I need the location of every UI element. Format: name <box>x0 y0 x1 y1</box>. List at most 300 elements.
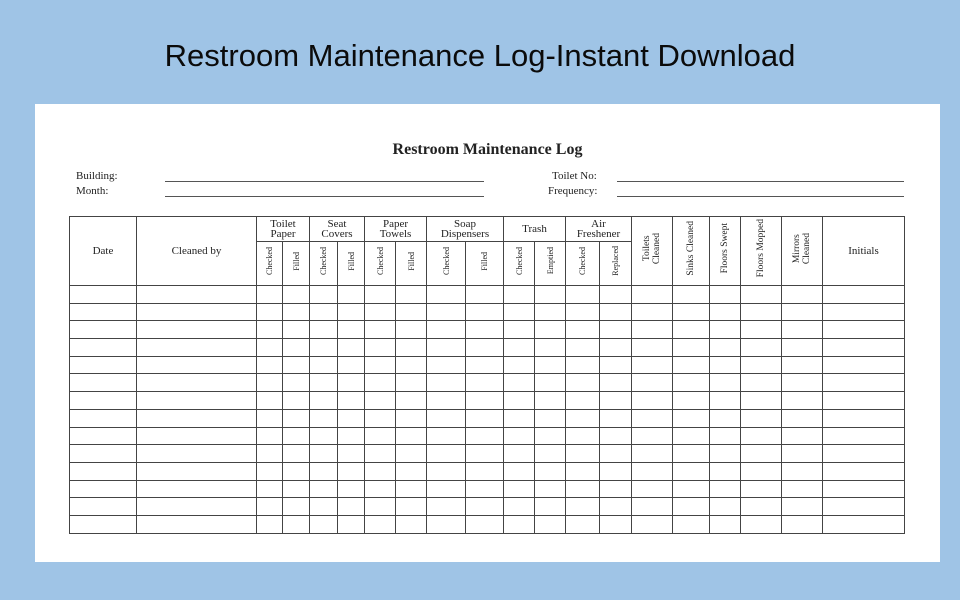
log-cell[interactable] <box>504 498 535 516</box>
log-cell[interactable] <box>257 498 283 516</box>
log-cell[interactable] <box>782 374 823 392</box>
building-label: Building: <box>76 170 118 182</box>
log-cell[interactable] <box>632 480 673 498</box>
log-cell[interactable] <box>338 356 365 374</box>
log-cell[interactable] <box>310 303 338 321</box>
log-cell[interactable] <box>710 286 741 304</box>
log-cell[interactable] <box>673 321 710 339</box>
log-cell[interactable] <box>535 445 566 463</box>
log-cell[interactable] <box>504 339 535 357</box>
log-cell[interactable] <box>257 392 283 410</box>
log-cell[interactable] <box>823 356 905 374</box>
log-cell[interactable] <box>427 392 466 410</box>
log-cell[interactable] <box>466 462 504 480</box>
log-cell[interactable] <box>535 427 566 445</box>
log-cell[interactable] <box>673 339 710 357</box>
log-cell[interactable] <box>70 445 137 463</box>
log-cell[interactable] <box>673 498 710 516</box>
log-cell[interactable] <box>338 339 365 357</box>
log-cell[interactable] <box>338 462 365 480</box>
log-cell[interactable] <box>566 356 600 374</box>
log-cell[interactable] <box>257 321 283 339</box>
log-cell[interactable] <box>823 321 905 339</box>
log-cell[interactable] <box>535 374 566 392</box>
log-cell[interactable] <box>310 515 338 533</box>
log-cell[interactable] <box>632 286 673 304</box>
log-cell[interactable] <box>782 286 823 304</box>
log-cell[interactable] <box>137 480 257 498</box>
log-cell[interactable] <box>741 427 782 445</box>
log-cell[interactable] <box>466 321 504 339</box>
log-cell[interactable] <box>283 427 310 445</box>
log-cell[interactable] <box>365 462 396 480</box>
log-cell[interactable] <box>710 356 741 374</box>
log-cell[interactable] <box>504 427 535 445</box>
group-header: Trash <box>504 217 566 242</box>
log-cell[interactable] <box>338 480 365 498</box>
log-cell[interactable] <box>710 498 741 516</box>
log-cell[interactable] <box>137 339 257 357</box>
log-cell[interactable] <box>600 392 632 410</box>
log-cell[interactable] <box>823 445 905 463</box>
log-cell[interactable] <box>673 427 710 445</box>
log-cell[interactable] <box>338 286 365 304</box>
log-cell[interactable] <box>600 445 632 463</box>
log-cell[interactable] <box>310 427 338 445</box>
log-cell[interactable] <box>504 392 535 410</box>
building-line[interactable] <box>165 181 484 182</box>
subcolumn-header <box>283 242 310 286</box>
log-cell[interactable] <box>466 445 504 463</box>
log-cell[interactable] <box>365 303 396 321</box>
log-cell[interactable] <box>673 515 710 533</box>
log-cell[interactable] <box>365 427 396 445</box>
log-cell[interactable] <box>310 286 338 304</box>
log-cell[interactable] <box>741 321 782 339</box>
log-cell[interactable] <box>823 480 905 498</box>
log-cell[interactable] <box>137 498 257 516</box>
log-cell[interactable] <box>310 339 338 357</box>
log-cell[interactable] <box>504 515 535 533</box>
log-cell[interactable] <box>427 515 466 533</box>
log-cell[interactable] <box>632 339 673 357</box>
log-cell[interactable] <box>70 339 137 357</box>
subcolumn-header <box>338 242 365 286</box>
log-cell[interactable] <box>137 445 257 463</box>
log-cell[interactable] <box>535 409 566 427</box>
log-cell[interactable] <box>70 498 137 516</box>
log-cell[interactable] <box>600 321 632 339</box>
log-cell[interactable] <box>257 480 283 498</box>
log-cell[interactable] <box>257 515 283 533</box>
log-cell[interactable] <box>782 303 823 321</box>
log-cell[interactable] <box>257 409 283 427</box>
log-cell[interactable] <box>741 303 782 321</box>
log-cell[interactable] <box>741 356 782 374</box>
log-cell[interactable] <box>673 356 710 374</box>
log-cell[interactable] <box>600 480 632 498</box>
log-cell[interactable] <box>710 303 741 321</box>
log-cell[interactable] <box>338 303 365 321</box>
log-cell[interactable] <box>466 356 504 374</box>
log-cell[interactable] <box>673 374 710 392</box>
log-cell[interactable] <box>782 445 823 463</box>
log-cell[interactable] <box>338 427 365 445</box>
log-cell[interactable] <box>396 515 427 533</box>
log-cell[interactable] <box>427 303 466 321</box>
log-cell[interactable] <box>137 462 257 480</box>
log-cell[interactable] <box>741 392 782 410</box>
log-cell[interactable] <box>782 498 823 516</box>
log-cell[interactable] <box>70 480 137 498</box>
log-cell[interactable] <box>365 374 396 392</box>
log-cell[interactable] <box>137 303 257 321</box>
log-cell[interactable] <box>427 480 466 498</box>
log-cell[interactable] <box>283 515 310 533</box>
log-cell[interactable] <box>710 321 741 339</box>
log-cell[interactable] <box>782 339 823 357</box>
log-cell[interactable] <box>70 321 137 339</box>
log-cell[interactable] <box>310 321 338 339</box>
log-cell[interactable] <box>365 480 396 498</box>
log-cell[interactable] <box>823 339 905 357</box>
log-cell[interactable] <box>310 409 338 427</box>
log-cell[interactable] <box>427 356 466 374</box>
log-cell[interactable] <box>710 427 741 445</box>
group-header: Paper Towels <box>365 217 427 242</box>
log-cell[interactable] <box>566 286 600 304</box>
log-cell[interactable] <box>782 480 823 498</box>
log-cell[interactable] <box>741 480 782 498</box>
log-cell[interactable] <box>466 515 504 533</box>
log-cell[interactable] <box>741 462 782 480</box>
log-cell[interactable] <box>566 515 600 533</box>
log-cell[interactable] <box>632 498 673 516</box>
log-cell[interactable] <box>365 445 396 463</box>
log-cell[interactable] <box>504 462 535 480</box>
log-cell[interactable] <box>396 498 427 516</box>
log-cell[interactable] <box>823 462 905 480</box>
month-line[interactable] <box>165 196 484 197</box>
log-cell[interactable] <box>257 286 283 304</box>
log-cell[interactable] <box>741 286 782 304</box>
log-cell[interactable] <box>673 392 710 410</box>
log-cell[interactable] <box>823 498 905 516</box>
log-cell[interactable] <box>396 303 427 321</box>
log-cell[interactable] <box>396 480 427 498</box>
log-cell[interactable] <box>283 480 310 498</box>
log-cell[interactable] <box>283 409 310 427</box>
log-cell[interactable] <box>632 303 673 321</box>
log-cell[interactable] <box>365 515 396 533</box>
log-cell[interactable] <box>283 498 310 516</box>
log-cell[interactable] <box>632 462 673 480</box>
log-cell[interactable] <box>710 392 741 410</box>
log-cell[interactable] <box>710 480 741 498</box>
log-cell[interactable] <box>70 462 137 480</box>
log-cell[interactable] <box>566 480 600 498</box>
log-cell[interactable] <box>137 321 257 339</box>
log-cell[interactable] <box>710 339 741 357</box>
log-cell[interactable] <box>741 445 782 463</box>
log-cell[interactable] <box>741 339 782 357</box>
log-cell[interactable] <box>283 445 310 463</box>
log-cell[interactable] <box>741 498 782 516</box>
log-cell[interactable] <box>823 374 905 392</box>
log-cell[interactable] <box>338 445 365 463</box>
subcolumn-header <box>504 242 535 286</box>
log-cell[interactable] <box>365 286 396 304</box>
log-cell[interactable] <box>396 445 427 463</box>
log-cell[interactable] <box>137 392 257 410</box>
log-cell[interactable] <box>566 303 600 321</box>
log-cell[interactable] <box>600 515 632 533</box>
frequency-line[interactable] <box>617 196 904 197</box>
log-cell[interactable] <box>257 356 283 374</box>
log-cell[interactable] <box>257 374 283 392</box>
log-cell[interactable] <box>338 392 365 410</box>
log-cell[interactable] <box>673 303 710 321</box>
log-cell[interactable] <box>566 462 600 480</box>
log-cell[interactable] <box>427 427 466 445</box>
log-cell[interactable] <box>710 374 741 392</box>
log-cell[interactable] <box>566 427 600 445</box>
log-cell[interactable] <box>396 427 427 445</box>
log-cell[interactable] <box>310 498 338 516</box>
log-cell[interactable] <box>710 445 741 463</box>
log-cell[interactable] <box>257 339 283 357</box>
log-cell[interactable] <box>338 498 365 516</box>
group-header: Toilet Paper <box>257 217 310 242</box>
log-cell[interactable] <box>710 462 741 480</box>
log-cell[interactable] <box>782 462 823 480</box>
log-cell[interactable] <box>535 321 566 339</box>
log-cell[interactable] <box>310 462 338 480</box>
log-cell[interactable] <box>396 374 427 392</box>
log-cell[interactable] <box>566 321 600 339</box>
log-cell[interactable] <box>427 498 466 516</box>
log-cell[interactable] <box>504 445 535 463</box>
log-cell[interactable] <box>396 462 427 480</box>
log-cell[interactable] <box>504 303 535 321</box>
log-cell[interactable] <box>338 515 365 533</box>
log-cell[interactable] <box>283 286 310 304</box>
table-row <box>70 515 905 533</box>
log-cell[interactable] <box>137 374 257 392</box>
log-cell[interactable] <box>823 303 905 321</box>
log-cell[interactable] <box>535 515 566 533</box>
log-cell[interactable] <box>632 374 673 392</box>
log-cell[interactable] <box>823 409 905 427</box>
log-cell[interactable] <box>365 356 396 374</box>
log-cell[interactable] <box>782 515 823 533</box>
log-cell[interactable] <box>70 392 137 410</box>
log-cell[interactable] <box>283 321 310 339</box>
log-cell[interactable] <box>710 515 741 533</box>
log-cell[interactable] <box>396 409 427 427</box>
log-cell[interactable] <box>710 409 741 427</box>
log-cell[interactable] <box>283 392 310 410</box>
log-cell[interactable] <box>823 392 905 410</box>
log-cell[interactable] <box>427 462 466 480</box>
log-cell[interactable] <box>396 321 427 339</box>
log-cell[interactable] <box>70 356 137 374</box>
log-cell[interactable] <box>504 286 535 304</box>
log-cell[interactable] <box>427 286 466 304</box>
log-cell[interactable] <box>338 409 365 427</box>
log-cell[interactable] <box>137 356 257 374</box>
log-cell[interactable] <box>632 445 673 463</box>
log-cell[interactable] <box>283 303 310 321</box>
log-cell[interactable] <box>535 339 566 357</box>
log-cell[interactable] <box>396 392 427 410</box>
log-cell[interactable] <box>741 374 782 392</box>
log-cell[interactable] <box>365 321 396 339</box>
log-cell[interactable] <box>70 303 137 321</box>
log-cell[interactable] <box>782 427 823 445</box>
log-cell[interactable] <box>283 339 310 357</box>
log-cell[interactable] <box>310 392 338 410</box>
log-cell[interactable] <box>782 409 823 427</box>
log-cell[interactable] <box>673 409 710 427</box>
log-cell[interactable] <box>504 409 535 427</box>
log-cell[interactable] <box>741 515 782 533</box>
log-cell[interactable] <box>504 321 535 339</box>
log-cell[interactable] <box>396 286 427 304</box>
log-cell[interactable] <box>632 409 673 427</box>
log-cell[interactable] <box>257 462 283 480</box>
log-cell[interactable] <box>782 356 823 374</box>
log-cell[interactable] <box>535 303 566 321</box>
log-cell[interactable] <box>310 374 338 392</box>
log-cell[interactable] <box>257 445 283 463</box>
log-cell[interactable] <box>632 321 673 339</box>
log-cell[interactable] <box>137 427 257 445</box>
log-cell[interactable] <box>600 462 632 480</box>
task-header <box>673 217 710 286</box>
log-cell[interactable] <box>427 339 466 357</box>
log-cell[interactable] <box>70 374 137 392</box>
log-cell[interactable] <box>600 286 632 304</box>
log-cell[interactable] <box>566 374 600 392</box>
log-cell[interactable] <box>566 409 600 427</box>
log-cell[interactable] <box>257 303 283 321</box>
log-cell[interactable] <box>566 498 600 516</box>
log-cell[interactable] <box>70 286 137 304</box>
log-cell[interactable] <box>466 339 504 357</box>
log-cell[interactable] <box>338 321 365 339</box>
log-cell[interactable] <box>600 374 632 392</box>
log-cell[interactable] <box>535 480 566 498</box>
log-cell[interactable] <box>70 515 137 533</box>
log-cell[interactable] <box>535 286 566 304</box>
log-cell[interactable] <box>466 427 504 445</box>
log-cell[interactable] <box>566 392 600 410</box>
log-cell[interactable] <box>427 409 466 427</box>
table-row <box>70 392 905 410</box>
log-cell[interactable] <box>283 462 310 480</box>
log-cell[interactable] <box>466 409 504 427</box>
log-cell[interactable] <box>427 374 466 392</box>
log-cell[interactable] <box>600 303 632 321</box>
log-cell[interactable] <box>137 409 257 427</box>
log-cell[interactable] <box>396 356 427 374</box>
log-cell[interactable] <box>257 427 283 445</box>
log-cell[interactable] <box>673 445 710 463</box>
log-cell[interactable] <box>782 392 823 410</box>
log-cell[interactable] <box>427 445 466 463</box>
log-cell[interactable] <box>632 356 673 374</box>
log-cell[interactable] <box>782 321 823 339</box>
table-row <box>70 480 905 498</box>
log-cell[interactable] <box>466 498 504 516</box>
log-cell[interactable] <box>600 356 632 374</box>
log-cell[interactable] <box>283 356 310 374</box>
log-cell[interactable] <box>310 480 338 498</box>
log-cell[interactable] <box>823 515 905 533</box>
task-label: Floors Mopped <box>756 219 766 278</box>
log-cell[interactable] <box>70 427 137 445</box>
log-cell[interactable] <box>504 374 535 392</box>
log-cell[interactable] <box>466 374 504 392</box>
log-cell[interactable] <box>673 480 710 498</box>
log-cell[interactable] <box>310 356 338 374</box>
log-cell[interactable] <box>600 427 632 445</box>
log-cell[interactable] <box>673 286 710 304</box>
log-cell[interactable] <box>632 427 673 445</box>
table-row <box>70 462 905 480</box>
log-cell[interactable] <box>396 339 427 357</box>
log-cell[interactable] <box>823 427 905 445</box>
log-cell[interactable] <box>310 445 338 463</box>
log-cell[interactable] <box>566 445 600 463</box>
log-cell[interactable] <box>504 480 535 498</box>
log-cell[interactable] <box>283 374 310 392</box>
frequency-label: Frequency: <box>548 185 598 197</box>
toilet-no-line[interactable] <box>617 181 904 182</box>
log-cell[interactable] <box>741 409 782 427</box>
log-cell[interactable] <box>632 515 673 533</box>
log-cell[interactable] <box>504 356 535 374</box>
log-cell[interactable] <box>600 409 632 427</box>
log-cell[interactable] <box>823 286 905 304</box>
log-cell[interactable] <box>600 339 632 357</box>
log-cell[interactable] <box>137 286 257 304</box>
log-cell[interactable] <box>338 374 365 392</box>
log-cell[interactable] <box>535 498 566 516</box>
log-cell[interactable] <box>466 286 504 304</box>
log-cell[interactable] <box>600 498 632 516</box>
log-cell[interactable] <box>427 321 466 339</box>
log-cell[interactable] <box>535 462 566 480</box>
subcolumn-label: Emptied <box>545 247 555 275</box>
log-cell[interactable] <box>365 409 396 427</box>
log-cell[interactable] <box>70 409 137 427</box>
log-cell[interactable] <box>632 392 673 410</box>
log-cell[interactable] <box>466 480 504 498</box>
log-cell[interactable] <box>566 339 600 357</box>
log-cell[interactable] <box>466 303 504 321</box>
log-cell[interactable] <box>466 392 504 410</box>
log-cell[interactable] <box>535 356 566 374</box>
log-table <box>69 216 905 534</box>
log-cell[interactable] <box>535 392 566 410</box>
log-cell[interactable] <box>365 498 396 516</box>
log-cell[interactable] <box>365 392 396 410</box>
log-cell[interactable] <box>365 339 396 357</box>
log-cell[interactable] <box>673 462 710 480</box>
log-cell[interactable] <box>137 515 257 533</box>
